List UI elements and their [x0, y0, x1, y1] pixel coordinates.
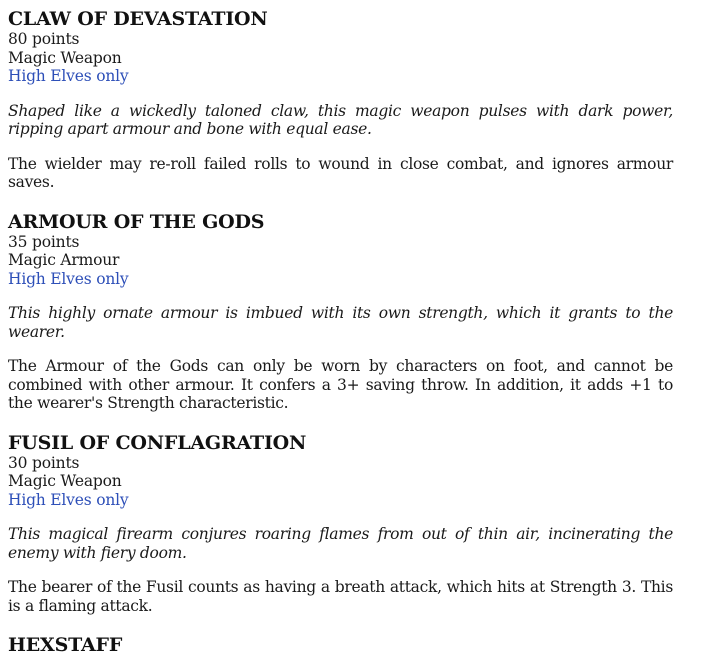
item-hexstaff [8, 632, 673, 656]
item-rules-text: The wielder may re-roll failed rolls to wound in close combat, and ignores armour saves. [8, 154, 673, 191]
item-title: HEXSTAFF [8, 634, 123, 656]
item-type: Magic Weapon [8, 48, 122, 67]
item-restriction: High Elves only [8, 67, 129, 85]
item-rules-text: The bearer of the Fusil counts as having a breath attack, which hits at Strength 3. This is a flaming attack. [8, 578, 673, 615]
item-rules-text: The Armour of the Gods can only be worn by characters on foot, and cannot be combined with other armour. It confers a 3+ saving throw. In addition, it adds +1 to the wearer's Strength characteristic. [8, 357, 673, 412]
item-points: 35 points [8, 232, 80, 251]
item-title: CLAW OF DEVASTATION [8, 8, 268, 30]
item-title: FUSIL OF CONFLAGRATION [8, 431, 307, 454]
item-flavor-text: Shaped like a wickedly taloned claw, this magic weapon pulses with dark power, ripping apart armour and bone with equal ease. [8, 101, 673, 138]
item-restriction: High Elves only [8, 490, 129, 509]
item-points: 80 points [8, 30, 80, 48]
item-type: Magic Weapon [8, 472, 122, 490]
item-fusil-of-conflagration [8, 430, 673, 616]
item-claw-of-devastation [8, 6, 673, 192]
item-type: Magic Armour [8, 251, 120, 269]
item-flavor-text: This highly ornate armour is imbued with its own strength, which it grants to the wearer. [8, 304, 673, 341]
item-points: 30 points [8, 453, 80, 472]
item-restriction: High Elves only [8, 269, 129, 288]
item-title: ARMOUR OF THE GODS [8, 210, 265, 233]
item-flavor-text: This magical firearm conjures roaring flames from out of thin air, incinerating the enemy with fiery doom. [8, 525, 673, 562]
item-armour-of-the-gods [8, 209, 673, 413]
